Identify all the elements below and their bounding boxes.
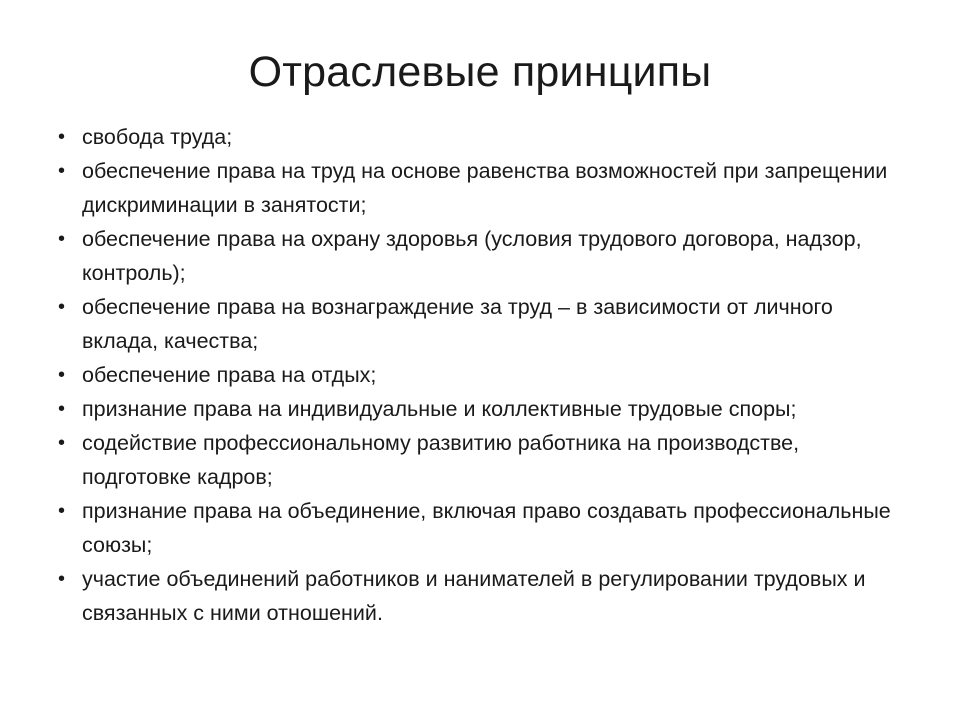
bullet-icon: • [58,364,66,386]
list-item-text: участие объединений работников и нанимателей в регулировании трудовых и связанных с ними отношений. [82,567,866,625]
list-item [58,562,908,630]
list-item-text: признание права на индивидуальные и коллективные трудовые споры; [82,397,797,421]
bullet-icon: • [58,160,66,182]
list-item [58,154,908,222]
list-item-text: обеспечение права на отдых; [82,363,377,387]
list-item [58,222,908,290]
list-item-text: содействие профессиональному развитию работника на производстве, подготовке кадров; [82,431,800,489]
bullet-icon: • [58,398,66,420]
bullet-icon: • [58,228,66,250]
list-item-text: обеспечение права на труд на основе равенства возможностей при запрещении дискриминации в занятости; [82,159,888,217]
list-item [58,392,908,426]
slide-title: Отраслевые принципы [248,48,712,96]
bullet-icon: • [58,568,66,590]
bullet-icon: • [58,126,66,148]
bullet-list [58,120,908,630]
list-item [58,120,908,154]
list-item [58,494,908,562]
list-item-text: обеспечение права на вознаграждение за труд – в зависимости от личного вклада, качества; [82,295,833,353]
list-item [58,426,908,494]
list-item [58,358,908,392]
bullet-icon: • [58,296,66,318]
bullet-icon: • [58,432,66,454]
bullet-icon: • [58,500,66,522]
list-item-text: обеспечение права на охрану здоровья (условия трудового договора, надзор, контроль); [82,227,862,285]
list-item [58,290,908,358]
list-item-text: признание права на объединение, включая право создавать профессиональные союзы; [82,499,891,557]
list-item-text: свобода труда; [82,125,233,149]
